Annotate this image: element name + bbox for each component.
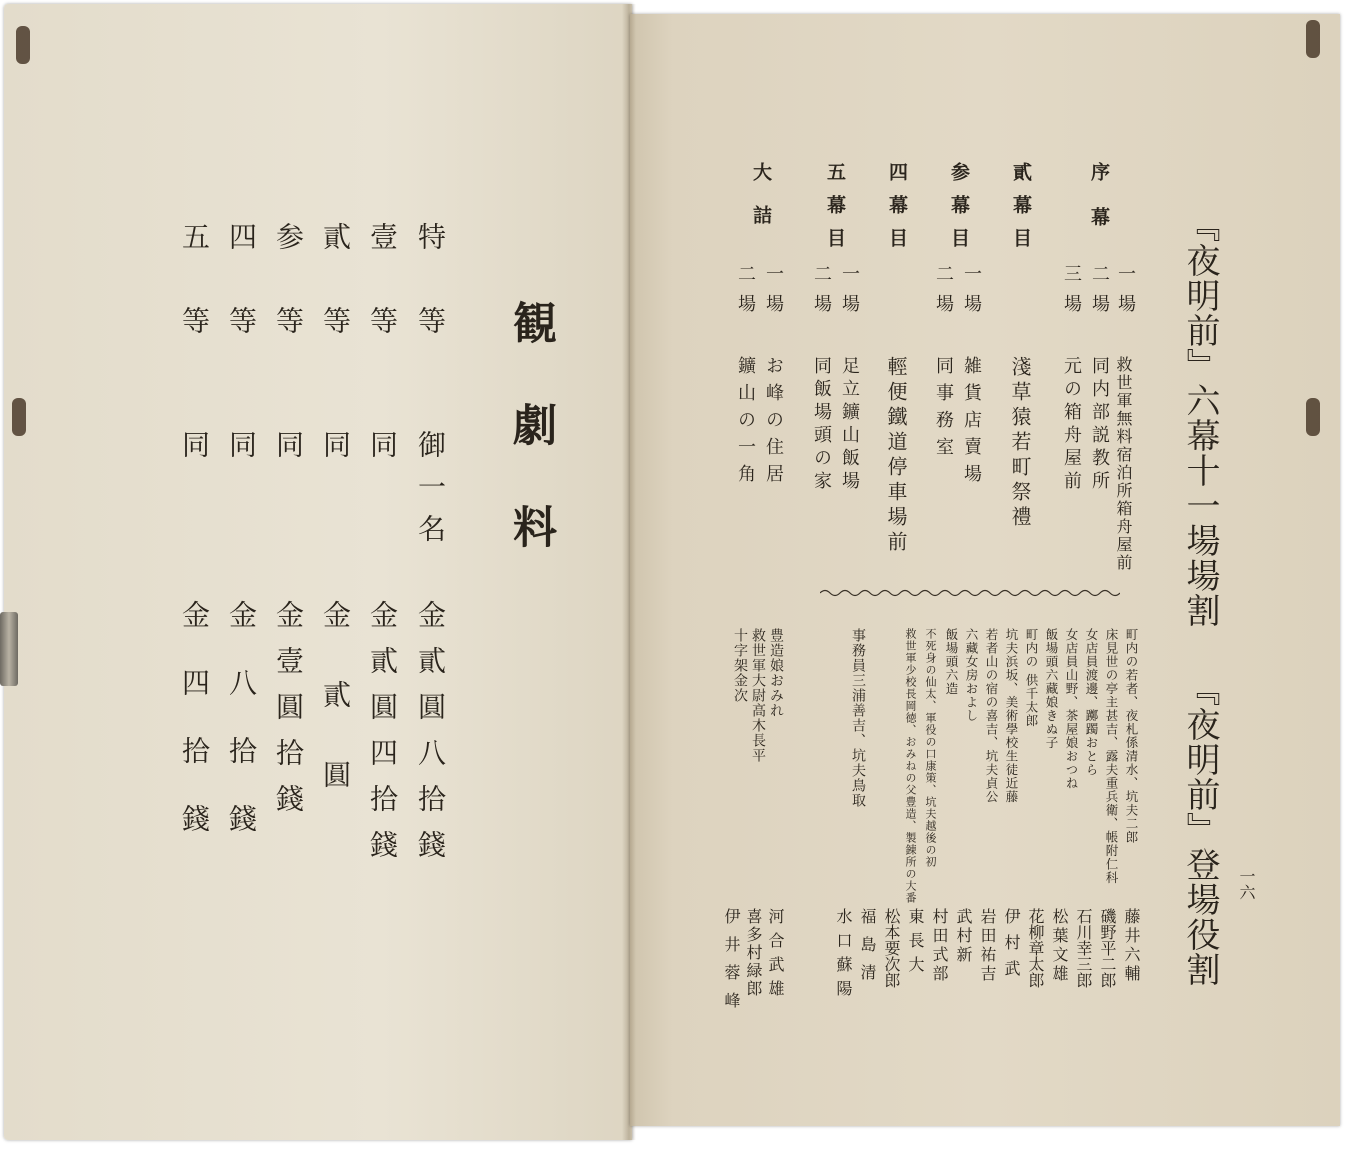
staple-hole-icon	[1306, 398, 1320, 436]
scene-place: 元の箱舟屋前	[1061, 356, 1082, 494]
scene-number: 一場	[763, 264, 784, 324]
scene-number: 二場	[811, 264, 832, 324]
tier-rank: 等	[414, 306, 447, 348]
cast-actor: 松本要次郎	[882, 908, 901, 988]
scene-place: 輕便鐵道停車場前	[884, 356, 908, 556]
cast-actor: 石川幸三郎	[1074, 908, 1093, 988]
cast-actor: 花柳章太郎	[1026, 908, 1045, 988]
tier-price: 金壹圓拾錢	[272, 600, 305, 830]
tier-per-person: 同	[272, 430, 305, 472]
scene-place: 雑貨店賣場	[961, 356, 982, 491]
cast-roles: 女店員山野、茶屋娘おつね	[1064, 628, 1079, 790]
scene-number: 一場	[961, 264, 982, 324]
cast-roles: 坑夫浜坂、美術學校生徒近藤	[1004, 628, 1019, 804]
scene-number: 三場	[1061, 264, 1082, 324]
scene-number: 二場	[735, 264, 756, 324]
cast-actor: 福島清	[858, 908, 877, 992]
scene-place: 同飯場頭の家	[811, 356, 832, 494]
binding-clip-icon	[0, 612, 18, 686]
scene-place: 同事務室	[933, 356, 954, 464]
act-label: 貳幕目	[1010, 162, 1032, 261]
cast-actor: 岩田祐吉	[978, 908, 997, 984]
cast-roles: 床見世の亭主甚吉、露夫重兵衛、帳附仁科	[1104, 628, 1119, 885]
tier-name: 四	[225, 222, 258, 318]
cast-roles: 六藏女房およし	[964, 628, 979, 723]
tier-name: 五	[178, 222, 211, 318]
scene-place: お峰の住居	[763, 356, 784, 491]
staple-hole-icon	[12, 398, 26, 436]
book-gutter	[622, 4, 636, 1140]
tier-name: 貳	[319, 222, 352, 318]
page-number: 一六	[1237, 868, 1256, 900]
staple-hole-icon	[16, 26, 30, 64]
cast-actor: 磯野平二郎	[1098, 908, 1117, 988]
wavy-divider	[820, 588, 1120, 598]
cast-actor: 伊村武	[1002, 908, 1021, 986]
cast-roles: 飯場頭六藏娘きぬ子	[1044, 628, 1059, 750]
tier-price: 金貳圓	[319, 600, 352, 840]
tier-rank: 等	[225, 306, 258, 348]
tier-rank: 等	[366, 306, 399, 348]
act-label: 参幕目	[948, 162, 970, 261]
scene-number: 一場	[1115, 264, 1136, 324]
cast-actor: 東長大	[906, 908, 925, 980]
cast-actor: 松葉文雄	[1050, 908, 1069, 984]
act-label: 四幕目	[886, 162, 908, 261]
cast-actor: 武村新	[954, 908, 973, 965]
tier-price: 金貳圓八拾錢	[414, 600, 447, 876]
tier-per-person: 御一名	[414, 430, 447, 556]
scene-number: 一場	[839, 264, 860, 324]
scene-place: 同内部説教所	[1089, 356, 1110, 494]
cast-roles: 豊造娘おみれ	[768, 628, 784, 718]
tier-price: 金四拾錢	[178, 600, 211, 872]
tier-rank: 等	[178, 306, 211, 348]
scene-number: 二場	[933, 264, 954, 324]
act-label: 大詰	[750, 162, 772, 248]
cast-list-title: 『夜明前』登場役割	[1180, 672, 1220, 987]
cast-roles: 不死身の仙太、軍役の口康策、坑夫越後の初	[924, 628, 937, 868]
cast-roles: 飯場頭六造	[944, 628, 959, 696]
tier-name: 壹	[366, 222, 399, 318]
staple-hole-icon	[1306, 20, 1320, 58]
act-label: 序幕	[1088, 162, 1110, 252]
cast-roles: 町内の若者、夜札係清水、坑夫二郎	[1124, 628, 1139, 844]
admission-fee-title: 観劇料	[505, 300, 556, 606]
tier-price: 金八拾錢	[225, 600, 258, 872]
cast-actor: 伊井蓉峰	[722, 908, 741, 1020]
cast-roles: 若者山の宿の喜吉、坑夫貞公	[984, 628, 999, 804]
cast-actor: 村田式部	[930, 908, 949, 984]
scene-place: 鑛山の一角	[735, 356, 756, 491]
tier-price: 金貳圓四拾錢	[366, 600, 399, 876]
scene-place: 足立鑛山飯場	[839, 356, 860, 494]
cast-roles: 事務員三浦善吉、坑夫鳥取	[850, 628, 866, 808]
tier-per-person: 同	[178, 430, 211, 472]
tier-name: 特	[414, 222, 447, 318]
scene-number: 二場	[1089, 264, 1110, 324]
cast-roles: 十字架金次	[732, 628, 748, 703]
tier-rank: 等	[319, 306, 352, 348]
scene-place: 救世軍無料宿泊所箱舟屋前	[1114, 356, 1133, 572]
cast-roles: 救世軍大尉高木長平	[750, 628, 766, 763]
tier-per-person: 同	[319, 430, 352, 472]
tier-rank: 等	[272, 306, 305, 348]
scene-place: 淺草猿若町祭禮	[1008, 356, 1032, 531]
cast-roles: 町内の 供千太郎	[1024, 628, 1039, 728]
scene-list-title: 『夜明前』六幕十一場場割	[1180, 208, 1220, 628]
tier-per-person: 同	[366, 430, 399, 472]
cast-roles: 救世軍少校長岡徳、おみねの父豊造、製錬所の大番	[904, 628, 917, 904]
cast-actor: 藤井六輔	[1122, 908, 1141, 984]
cast-actor: 河合武雄	[766, 908, 785, 1004]
cast-roles: 女店員渡邊、躑躅おとら	[1084, 628, 1099, 777]
cast-actor: 水口蘇陽	[834, 908, 853, 1004]
tier-name: 参	[272, 222, 305, 318]
act-label: 五幕目	[824, 162, 846, 261]
tier-per-person: 同	[225, 430, 258, 472]
cast-actor: 喜多村緑郎	[744, 908, 763, 998]
